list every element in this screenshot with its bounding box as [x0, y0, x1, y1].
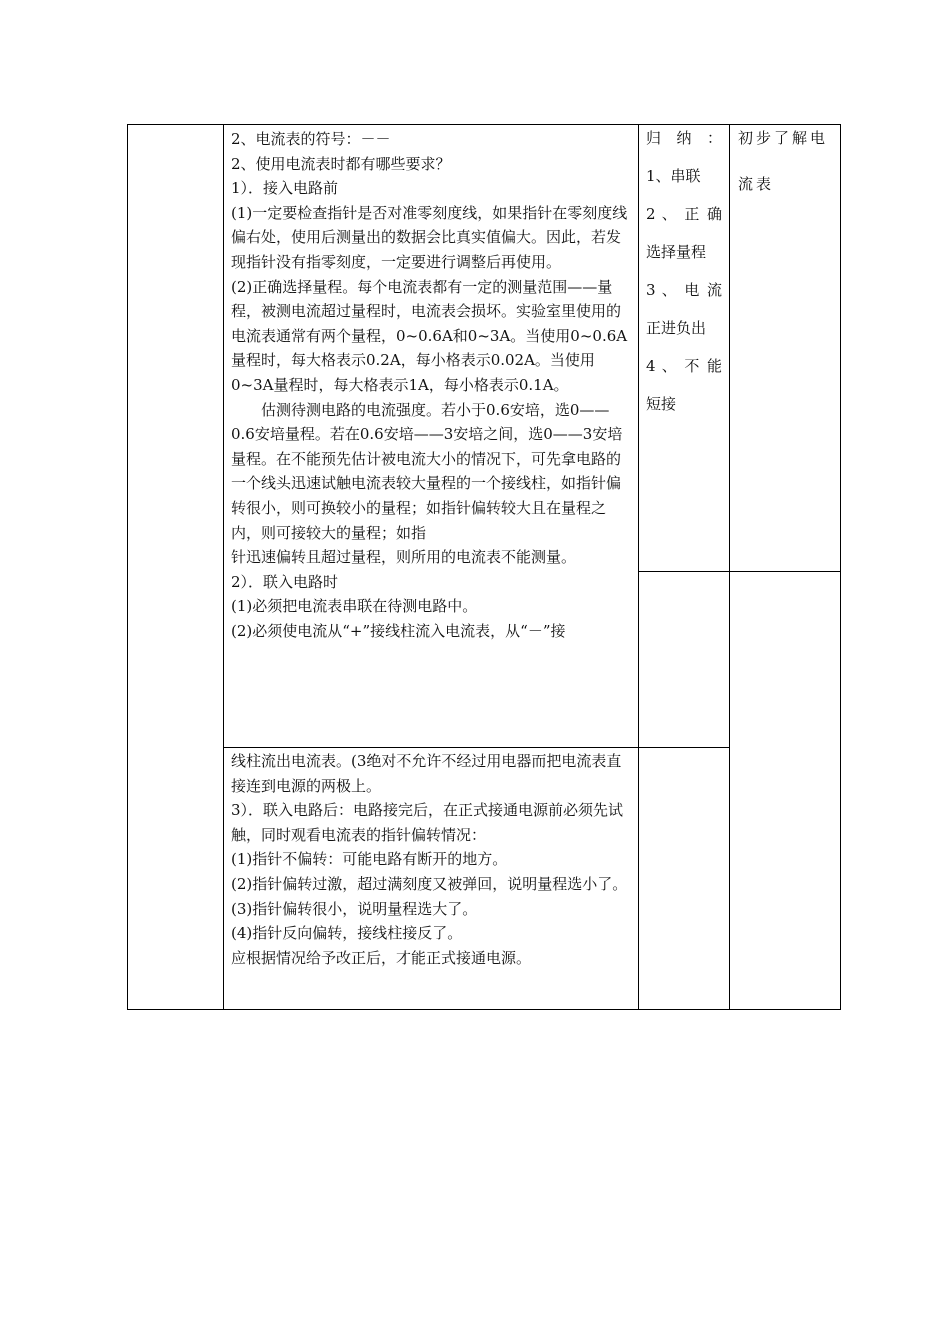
content-paragraph: (2)指针偏转过激，超过满刻度又被弹回，说明量程选小了。 [231, 874, 628, 893]
summary-line: 2 、 正 确 [646, 205, 722, 223]
content-line: (4)指针反向偏转，接线柱接反了。 [231, 924, 463, 943]
content-bottom-cell [231, 749, 631, 970]
empty-summary-cell [639, 572, 729, 747]
content-line: (1)指针不偏转：可能电路有断开的地方。 [231, 850, 508, 869]
content-line: (3)指针偏转很小，说明量程选大了。 [231, 899, 478, 918]
content-paragraph: 线柱流出电流表。(3绝对不允许不经过用电器而把电流表直接连到电源的两极上。 [231, 752, 622, 795]
summary-line: 选择量程 [646, 243, 707, 261]
content-line: (1)必须把电流表串联在待测电路中。 [231, 597, 478, 616]
content-paragraph: (2)正确选择量程。每个电流表都有一定的测量范围——量程，被测电流超过量程时，电流表会损坏。实验室里使用的电流表通常有两个量程，0~0.6A和0~3A。当使用0~0.6A量程时，每大格表示0.2A，每小格表示0.02A。当使用0~3A量程时，每大格表示1A，每小格表示0.1A。 [231, 277, 628, 394]
content-paragraph: (1)一定要检查指针是否对准零刻度线，如果指针在零刻度线偏右处，使用后测量出的数据会比真实值偏大。因此，若发现指针没有指零刻度，一定要进行调整后再使用。 [231, 203, 628, 271]
summary-cell [646, 119, 722, 423]
content-line: 2、电流表的符号：－－ [231, 130, 391, 148]
content-paragraph: 估测待测电路的电流强度。若小于0.6安培，选0——0.6安培量程。若在0.6安培——3安培之间，选0——3安培量程。在不能预先估计被电流大小的情况下，可先拿电路的一个线头迅速试触电流表较大量程的一个接线柱，如指针偏转很小，则可换较小的量程；如指针偏转较大且在量程之内，则可接较大的量程；如指 [231, 400, 623, 542]
empty-first-column-cell [128, 125, 223, 1009]
column-divider [223, 125, 224, 1009]
content-line: 针迅速偏转且超过量程，则所用的电流表不能测量。 [231, 548, 577, 567]
content-line: (2)必须使电流从“+”接线柱流入电流表，从“－”接 [231, 621, 566, 640]
content-top-cell [231, 127, 631, 643]
content-line: 1）．接入电路前 [231, 179, 339, 198]
content-line: 2、使用电流表时都有哪些要求？ [231, 154, 451, 173]
content-line: 2）．联入电路时 [231, 572, 339, 591]
lesson-table [127, 124, 841, 1010]
summary-line: 短接 [646, 395, 677, 413]
content-paragraph: 3）．联入电路后：电路接完后，在正式接通电源前必须先试触，同时观看电流表的指针偏转情况： [231, 801, 624, 844]
summary-line: 4 、 不 能 [646, 357, 722, 375]
summary-line: 正进负出 [646, 319, 707, 337]
summary-line: 3 、 电 流 [646, 281, 722, 299]
summary-heading: 归 纳 ： [646, 129, 722, 147]
goal-cell [738, 115, 836, 207]
goal-text: 初步了解电流表 [738, 129, 829, 193]
summary-line: 1、串联 [646, 167, 701, 185]
empty-goal-cell [730, 572, 840, 1009]
empty-summary-cell [639, 748, 729, 1009]
content-line: 应根据情况给予改正后，才能正式接通电源。 [231, 948, 532, 967]
